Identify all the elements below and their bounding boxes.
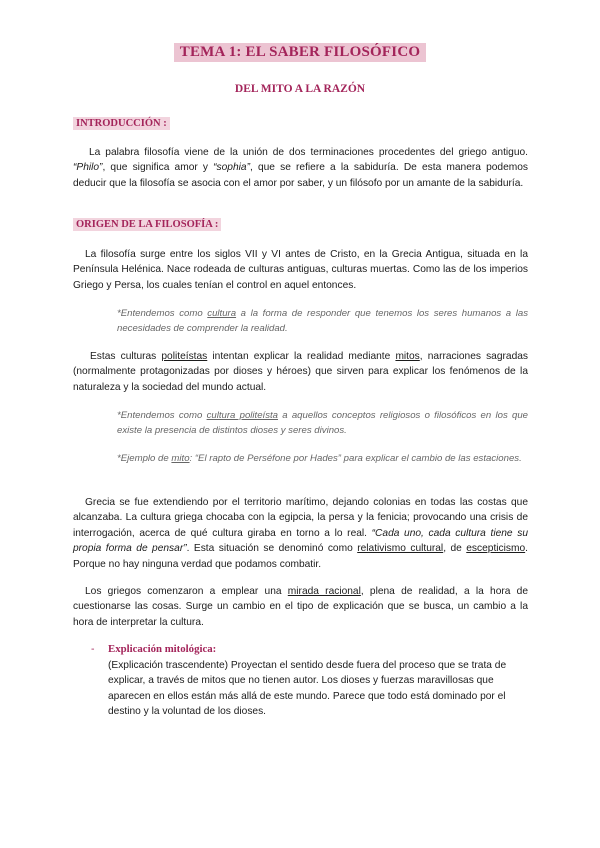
origin-paragraph-4 [73,584,528,630]
note2-text-2: a aquellos conceptos religiosos o filosóficos en los que existe la presencia de distintos dioses y seres divinos. [117,410,528,437]
note3-text-1: *Ejemplo de [117,453,172,464]
p4-term-mirada: mirada racional [287,586,361,597]
p2-text-1: Estas culturas [90,351,162,362]
note-cultura-politeista [117,408,528,438]
p3-text-3: , de [443,543,467,555]
p3-text-4: . Porque no hay ninguna verdad que podamos combatir. [73,543,528,570]
intro-heading: INTRODUCCIÓN : [73,117,170,130]
p3-term-relativismo: relativismo cultural [357,543,444,555]
p2-text-2: intentan explicar la realidad mediante [207,351,396,362]
origin-paragraph-1: La filosofía surge entre los siglos VII y VI antes de Cristo, en la Grecia Antigua, situada en la Península Helénica. Nace rodeada de culturas antiguas, culturas muertas. Como las de los imperios Griego y Persa, los cuales tenían el control en aquel entonces. [73,249,528,291]
note-cultura-term: cultura [207,308,237,319]
bullet-body: (Explicación trascendente) Proyectan el sentido desde fuera del proceso que se trata de explicar, a través de mitos que no tienen autor. Los dioses y fuerzas maravillosas que aparecen en ellos están más allá de este mundo. Parece que todo está dominado por el destino y la voluntad de los dioses. [108,660,507,718]
note-cultura-text-2: a la forma de responder que tenemos los seres humanos a las necesidades de comprender la realidad. [117,308,529,335]
note3-text-2: : “El rapto de Perséfone por Hades” para explicar el cambio de las estaciones. [189,453,522,464]
note-cultura-text-1: *Entendemos como [117,308,208,319]
p2-term-politeistas: politeístas [161,351,208,362]
origin-heading: ORIGEN DE LA FILOSOFÍA : [73,218,221,231]
note-ejemplo-mito [117,451,528,466]
note-cultura [117,306,528,336]
intro-text-2: , que significa amor y [102,162,214,174]
page-title: TEMA 1: EL SABER FILOSÓFICO [174,43,426,62]
note2-term: cultura politeísta [206,410,279,421]
p2-term-mitos: mitos [395,351,420,362]
intro-paragraph [73,145,528,191]
origin-paragraph-2 [73,349,528,395]
p3-text-1: Grecia se fue extendiendo por el territorio marítimo, dejando colonias en todas las costas que alcanzaba. La cultura griega chocaba con la egipcia, la persa y la fenicia; provocando una crisis de interrogación, acerca de qué cultura giraba en torno a lo real. [73,497,528,539]
intro-text-1: La palabra filosofía viene de la unión de dos terminaciones procedentes del griego antiguo. [89,147,528,158]
p3-text-2: . Esta situación se denominó como [186,543,358,555]
p4-text-1: Los griegos comenzaron a emplear una [85,586,288,597]
origin-paragraph-3 [73,495,528,572]
intro-sophia: “sophia” [213,162,250,174]
intro-philo: “Philo” [73,162,103,174]
bullet-dash: - [91,643,95,655]
page-subtitle: DEL MITO A LA RAZÓN [234,83,366,95]
intro-text-3: , que se refiere a la sabiduría. De esta manera podemos deducir que la filosofía se asocia con el amor por saber, y un filósofo por un amante de la sabiduría. [73,162,528,189]
note2-text-1: *Entendemos como [117,410,207,421]
p4-text-2: , plena de realidad, a la hora de cuestionarse las cosas. Surge un cambio en el tipo de explicación que se busca, un cambio a la hora de interpretar la cultura. [73,586,528,628]
title-wrapper [0,43,600,62]
p3-term-escepticismo: escepticismo [466,543,526,555]
note3-term: mito [171,453,190,464]
bullet-title: Explicación mitológica: [108,643,217,655]
p3-quote: “Cada uno, cada cultura tiene su propia forma de pensar” [73,527,528,555]
p2-text-3: , narraciones sagradas (normalmente protagonizadas por dioses y héroes) que sirven para explicar los fenómenos de la naturaleza y la sociedad del mundo actual. [73,351,528,393]
